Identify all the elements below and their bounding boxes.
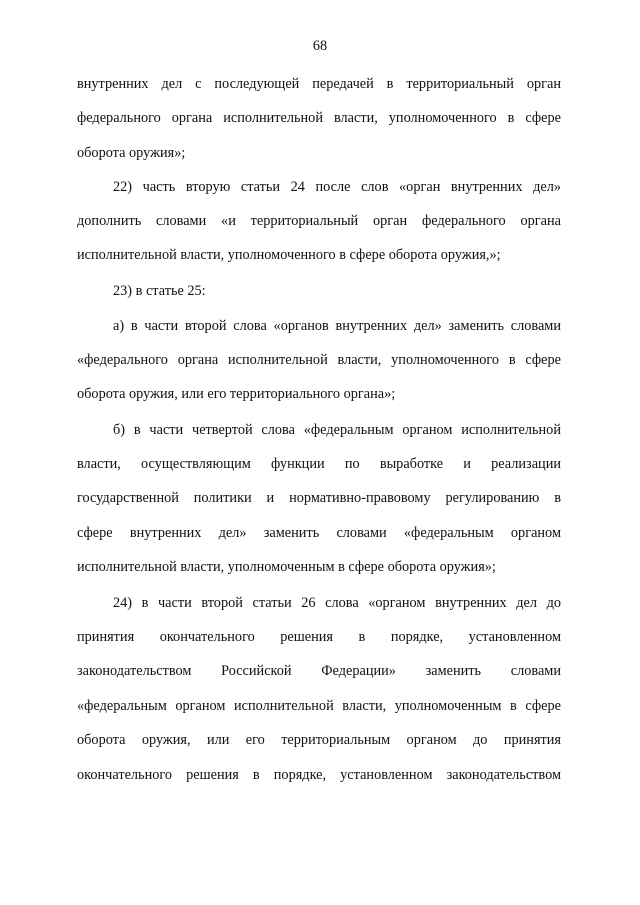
text-line: внутренних дел с последующей передачей в территориальный орган xyxy=(77,76,561,92)
paragraph-first-line: 23) в статье 25: xyxy=(113,283,206,299)
text-line: законодательством Российской Федерации» заменить словами xyxy=(77,663,561,679)
text-line: принятия окончательного решения в порядке, установленном xyxy=(77,629,561,645)
paragraph-first-line: а) в части второй слова «органов внутренних дел» заменить словами xyxy=(113,318,561,334)
paragraph-first-line: 24) в части второй статьи 26 слова «органом внутренних дел до xyxy=(113,595,561,611)
text-line: оборота оружия»; xyxy=(77,145,186,161)
text-line: «федерального органа исполнительной власти, уполномоченного в сфере xyxy=(77,352,561,368)
text-line: «федеральным органом исполнительной власти, уполномоченным в сфере xyxy=(77,698,561,714)
text-line: оборота оружия, или его территориального органа»; xyxy=(77,386,396,402)
page-number: 68 xyxy=(312,38,328,54)
paragraph-first-line: б) в части четвертой слова «федеральным органом исполнительной xyxy=(113,422,561,438)
text-line: окончательного решения в порядке, установленном законодательством xyxy=(77,767,561,783)
text-line: сфере внутренних дел» заменить словами «федеральным органом xyxy=(77,525,561,541)
text-line: исполнительной власти, уполномоченного в сфере оборота оружия,»; xyxy=(77,247,501,263)
text-line: исполнительной власти, уполномоченным в сфере оборота оружия»; xyxy=(77,559,496,575)
text-line: государственной политики и нормативно-правовому регулированию в xyxy=(77,490,561,506)
text-line: власти, осуществляющим функции по выработке и реализации xyxy=(77,456,561,472)
text-line: оборота оружия, или его территориальным органом до принятия xyxy=(77,732,561,748)
paragraph-first-line: 22) часть вторую статьи 24 после слов «орган внутренних дел» xyxy=(113,179,561,195)
text-line: дополнить словами «и территориальный орган федерального органа xyxy=(77,213,561,229)
text-line: федерального органа исполнительной власти, уполномоченного в сфере xyxy=(77,110,561,126)
